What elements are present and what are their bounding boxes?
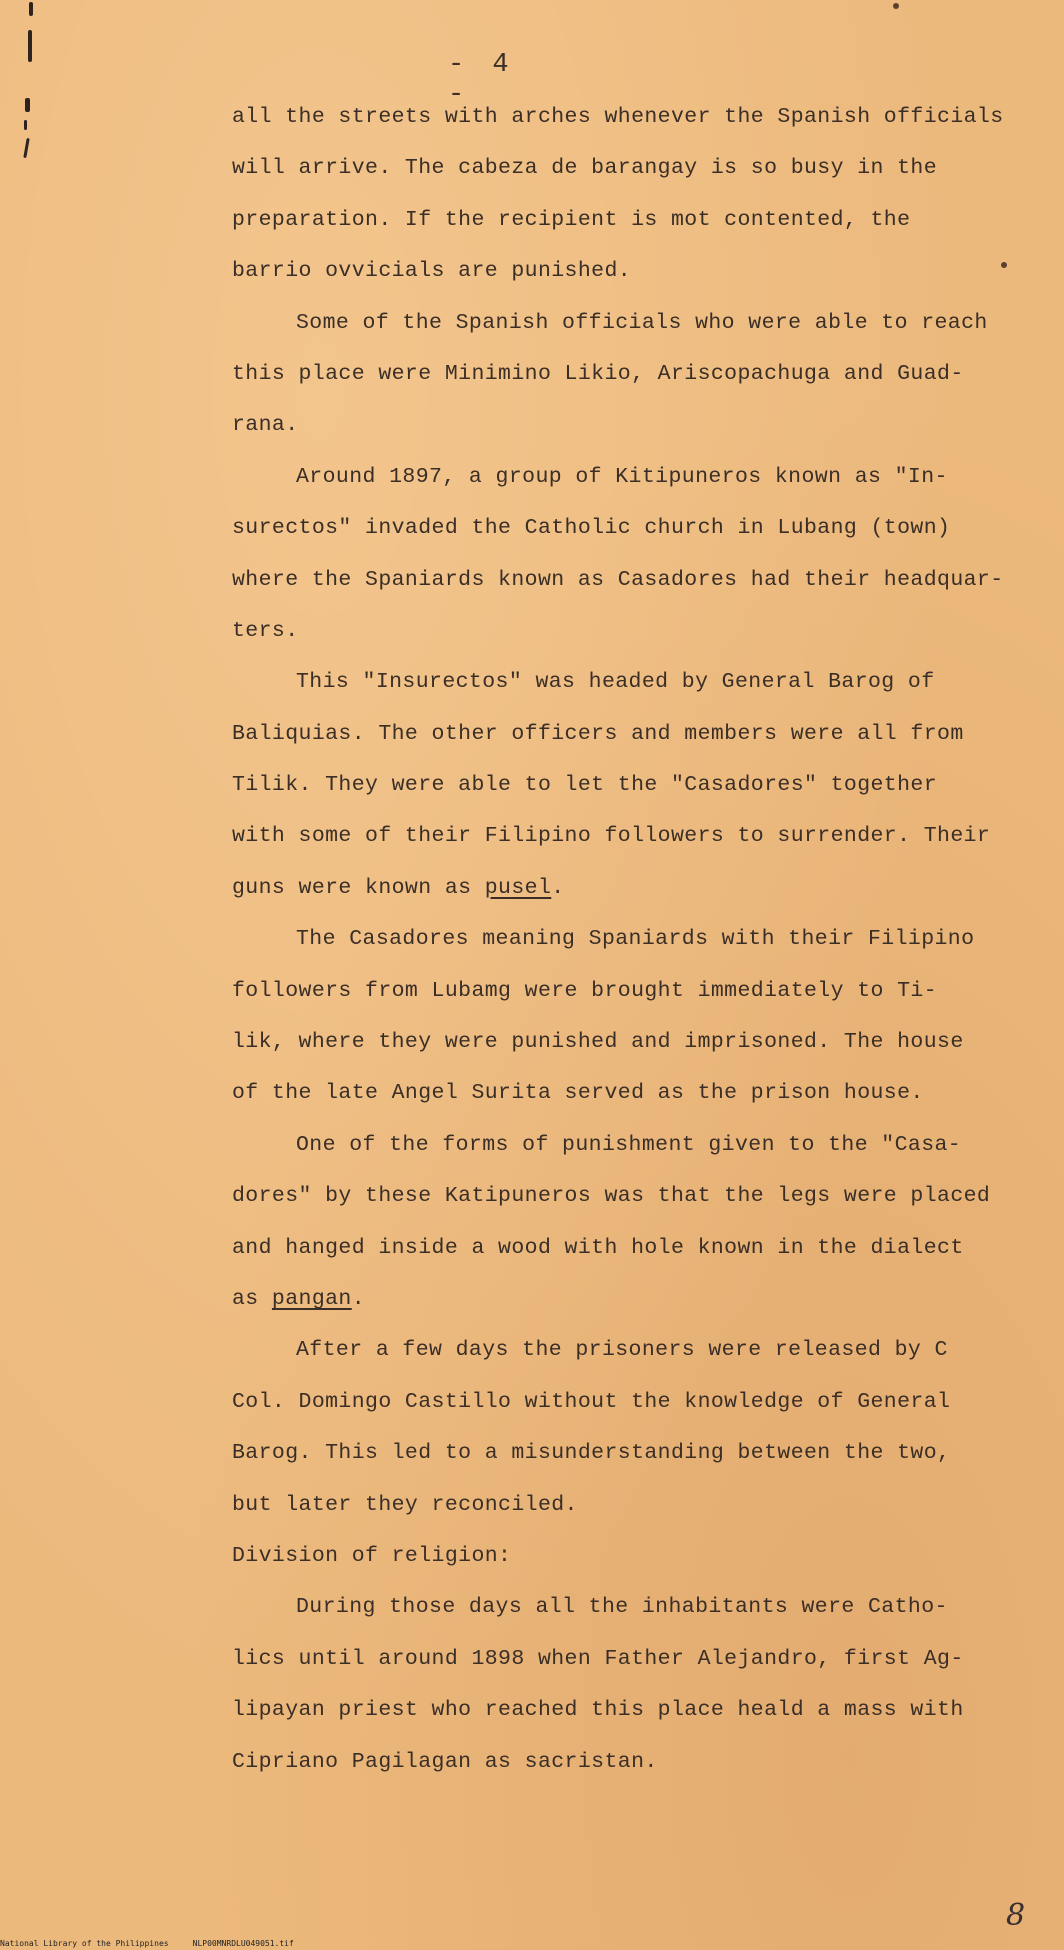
text-line: [232, 914, 992, 965]
line-text: as: [232, 1286, 272, 1311]
text-line: [232, 811, 992, 862]
line-text: of the late Angel Surita served as the prison house.: [232, 1081, 924, 1106]
text-line: [232, 298, 992, 349]
text-line: [232, 709, 992, 760]
line-text: will arrive. The cabeza de barangay is so busy in the: [232, 156, 938, 181]
text-line: [232, 760, 992, 811]
margin-mark: [28, 30, 32, 62]
line-text: After a few days the prisoners were released by C: [296, 1338, 948, 1363]
stray-dot: [1001, 262, 1007, 268]
text-line: [232, 606, 992, 657]
line-text: surectos" invaded the Catholic church in Lubang (town): [232, 516, 951, 541]
line-text: One of the forms of punishment given to the "Casa-: [296, 1132, 962, 1157]
margin-mark: [25, 98, 30, 112]
text-line: [232, 349, 992, 400]
text-line: [232, 195, 992, 246]
text-line: [232, 1428, 992, 1479]
line-text: all the streets with arches whenever the Spanish officials: [232, 105, 1004, 129]
line-text: dores" by these Katipuneros was that the legs were placed: [232, 1184, 991, 1209]
line-punctuation: .: [551, 875, 565, 900]
scan-footer: National Library of the Philippines NLP00MNRDLU049051.tif: [0, 1939, 294, 1948]
text-line: [232, 1017, 992, 1068]
line-text: lipayan priest who reached this place heald a mass with: [232, 1698, 964, 1723]
stray-dot: [893, 3, 899, 9]
line-text: Tilik. They were able to let the "Casadores" together: [232, 773, 938, 798]
text-line: [232, 555, 1004, 606]
text-line: [232, 1737, 992, 1788]
line-text: where the Spaniards known as Casadores had their headquar-: [232, 567, 1004, 592]
line-text: lics until around 1898 when Father Alejandro, first Ag-: [232, 1646, 964, 1671]
line-text: The Casadores meaning Spaniards with their Filipino: [296, 927, 975, 952]
margin-mark: [24, 120, 27, 130]
line-text: This "Insurectos" was headed by General Barog of: [296, 670, 935, 695]
text-line: [232, 143, 992, 194]
line-text: guns were known as: [232, 875, 485, 900]
underlined-term: pusel: [484, 875, 552, 900]
text-line: [232, 452, 992, 503]
underlined-term: pangan: [271, 1286, 352, 1311]
line-punctuation: .: [351, 1286, 366, 1311]
text-line: [232, 863, 992, 914]
line-text: preparation. If the recipient is mot contented, the: [232, 207, 911, 232]
body-text: [232, 92, 1004, 1788]
line-text: Some of the Spanish officials who were able to reach: [296, 310, 988, 335]
line-text: rana.: [232, 413, 299, 438]
text-line: [232, 1377, 992, 1428]
text-line: [232, 1068, 992, 1119]
line-text: ters.: [232, 618, 299, 643]
text-line: [232, 966, 992, 1017]
text-line: [232, 503, 992, 554]
line-text: Barog. This led to a misunderstanding between the two,: [232, 1441, 951, 1466]
margin-marks: [20, 0, 50, 180]
text-line: [232, 1120, 992, 1171]
line-text: Col. Domingo Castillo without the knowledge of General: [232, 1389, 951, 1414]
text-line: [232, 657, 992, 708]
folio-mark: 8: [1006, 1898, 1026, 1933]
line-text: Baliquias. The other officers and members were all from: [232, 721, 964, 746]
line-text: Cipriano Pagilagan as sacristan.: [232, 1749, 658, 1774]
text-line: [232, 1582, 992, 1633]
line-text: and hanged inside a wood with hole known in the dialect: [232, 1235, 964, 1260]
line-text: with some of their Filipino followers to surrender. Their: [232, 824, 991, 849]
margin-mark: [23, 138, 29, 158]
line-text: but later they reconciled.: [232, 1492, 578, 1517]
margin-mark: [29, 2, 33, 16]
text-line: [232, 1480, 992, 1531]
line-text: During those days all the inhabitants were Catho-: [296, 1595, 948, 1620]
text-line: [232, 246, 992, 297]
line-text: followers from Lubamg were brought immediately to Ti-: [232, 978, 938, 1003]
text-line: [232, 92, 1004, 143]
text-line: [232, 1171, 992, 1222]
line-text: this place were Minimino Likio, Ariscopachuga and Guad-: [232, 361, 964, 386]
line-text: Division of religion:: [232, 1543, 512, 1568]
text-line: [232, 1634, 992, 1685]
text-line: [232, 1274, 992, 1325]
section-heading: [232, 1531, 992, 1582]
text-line: [232, 1685, 992, 1736]
text-line: [232, 1223, 992, 1274]
line-text: barrio ovvicials are punished.: [232, 259, 632, 284]
page-number: - 4 -: [448, 50, 515, 110]
line-text: Around 1897, a group of Kitipuneros known as "In-: [296, 464, 948, 489]
line-text: lik, where they were punished and imprisoned. The house: [232, 1030, 964, 1055]
text-line: [232, 1325, 992, 1376]
text-line: [232, 400, 992, 451]
